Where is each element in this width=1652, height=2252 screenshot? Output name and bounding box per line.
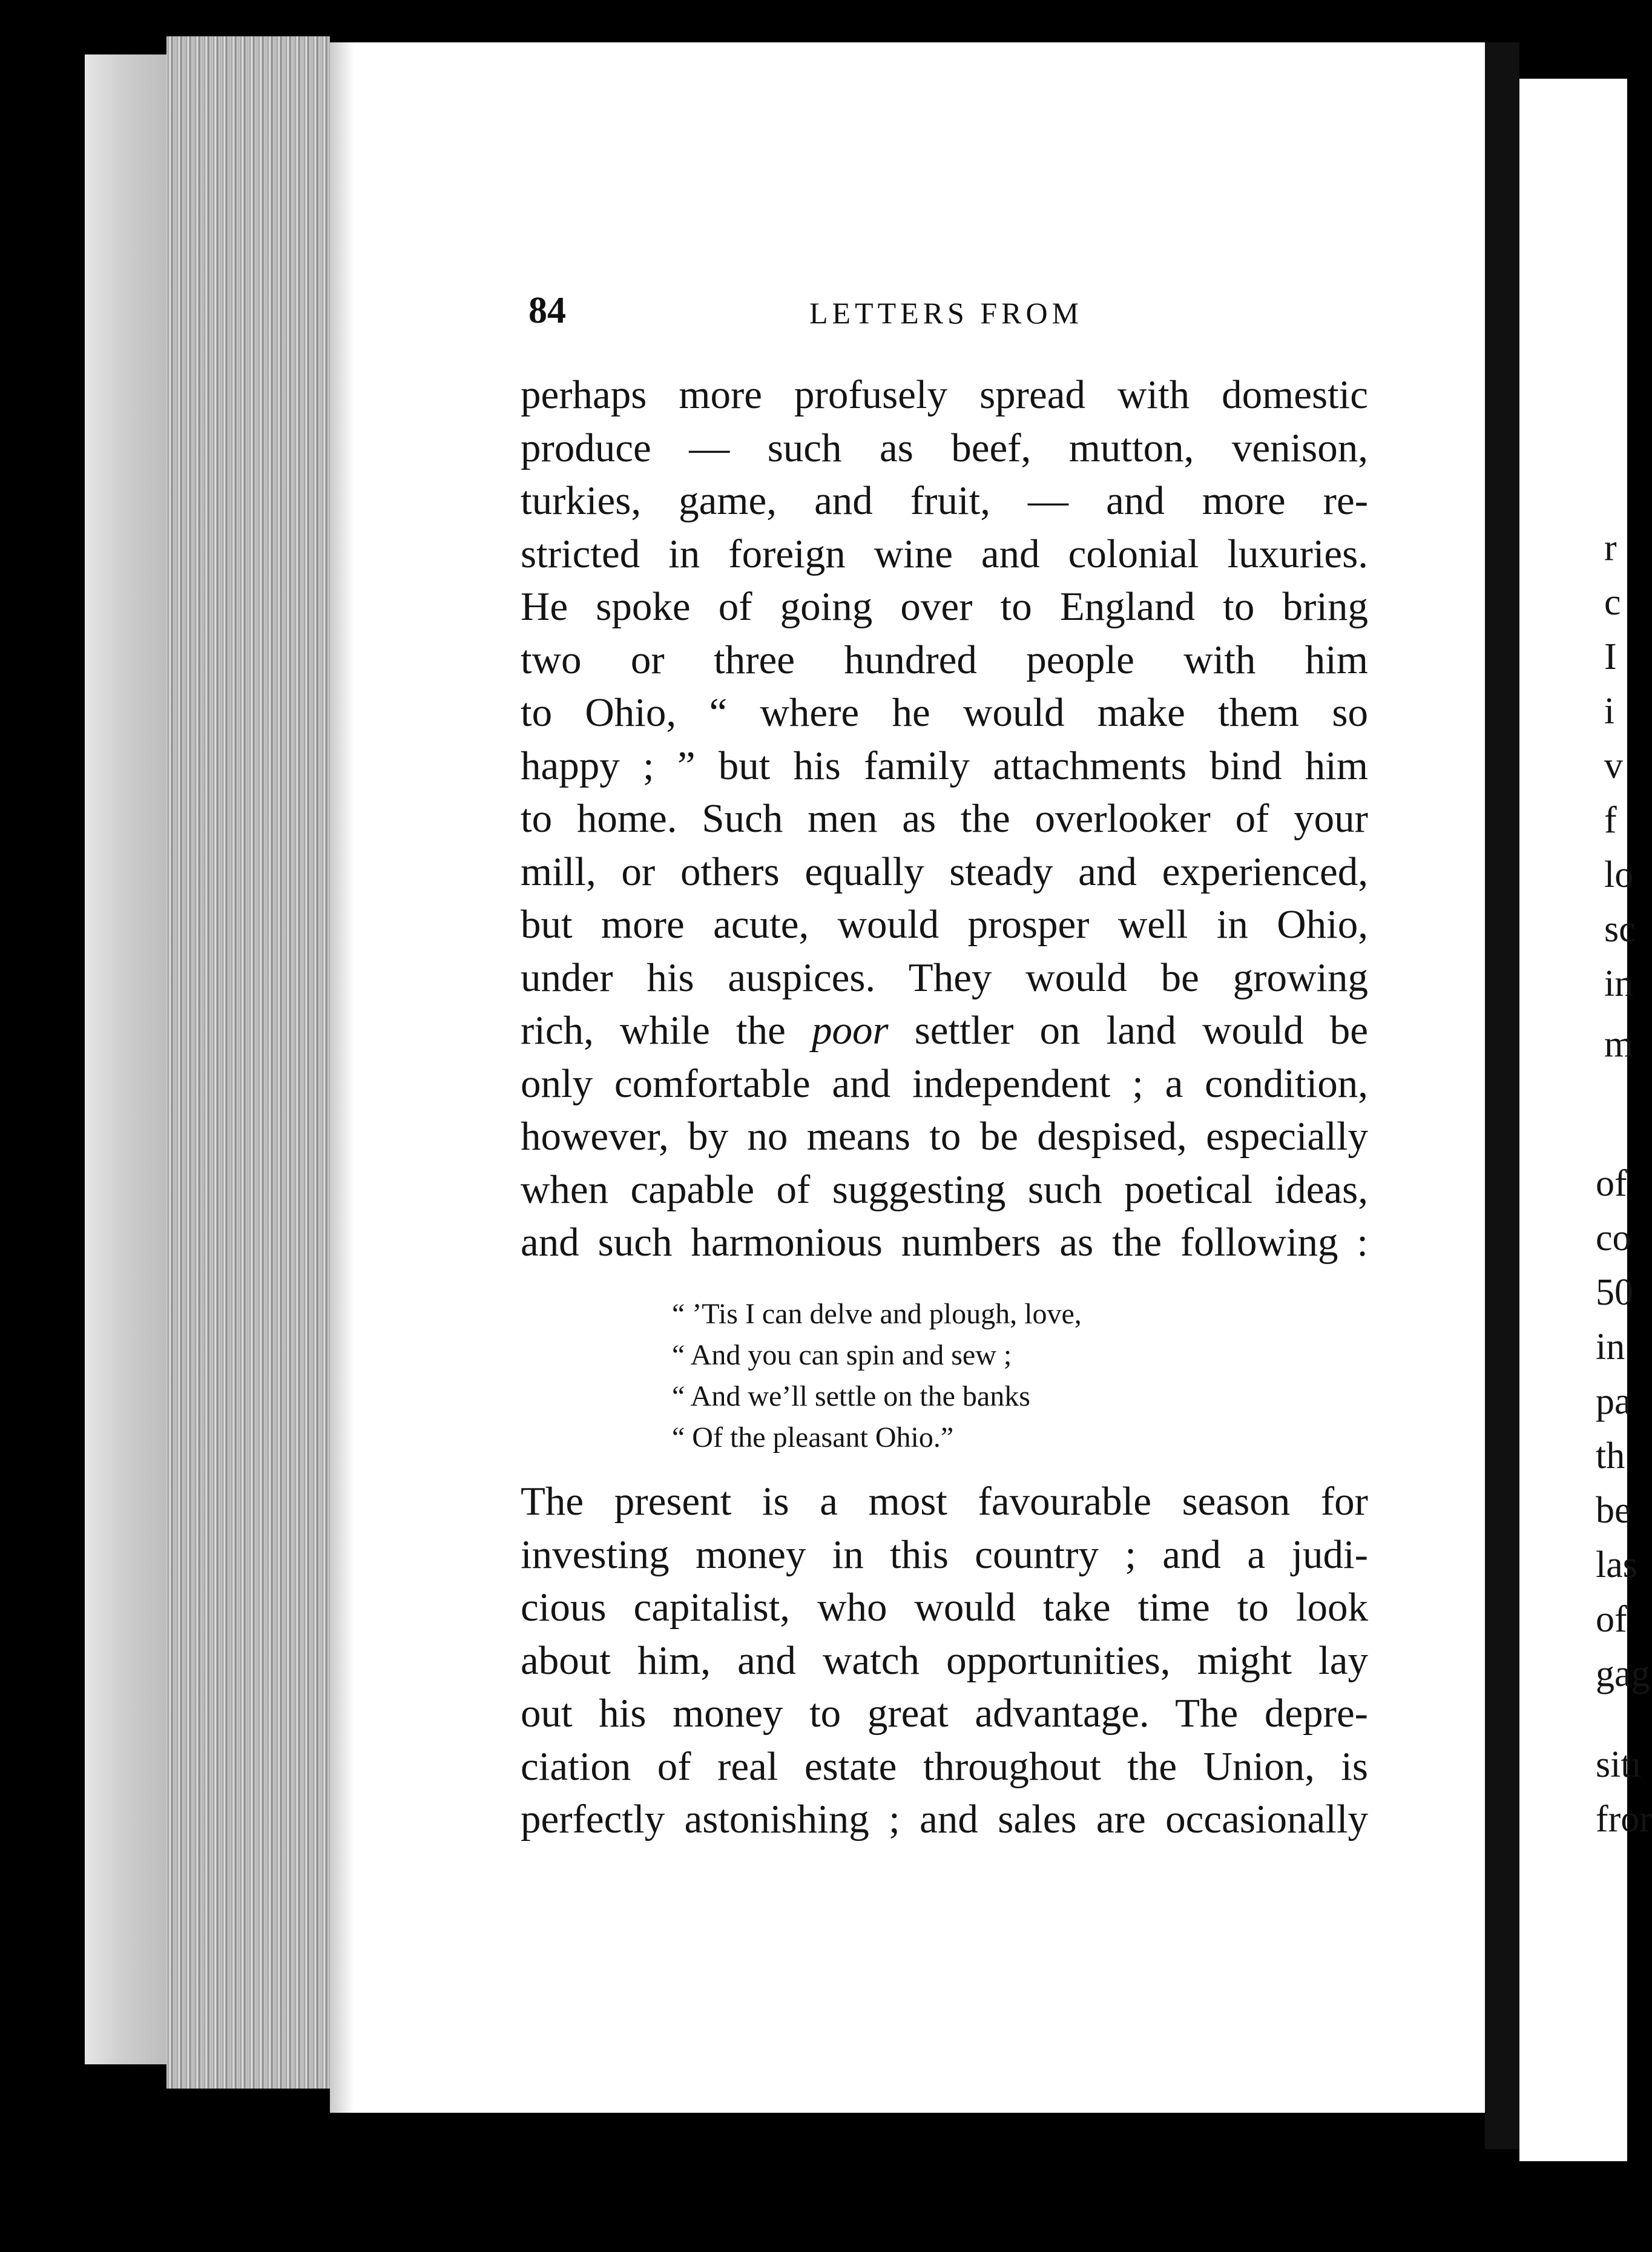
text-line: and such harmonious numbers as the following : [521, 1220, 1368, 1265]
facing-page [1519, 79, 1652, 2161]
facing-page-fragment: fror [1596, 1799, 1652, 1840]
text-line: He spoke of going over to England to bring [521, 584, 1368, 629]
text-line: cious capitalist, who would take time to look [521, 1585, 1368, 1630]
facing-page-fragment: I [1604, 636, 1617, 677]
text-line: perfectly astonishing ; and sales are occasionally [521, 1797, 1368, 1842]
text-line: produce — such as beef, mutton, venison, [521, 425, 1368, 470]
facing-page-fragment: c [1604, 582, 1621, 623]
book-gutter [1485, 42, 1519, 2149]
text-line: under his auspices. They would be growing [521, 955, 1368, 1000]
verse-line: “ ’Tis I can delve and plough, love, [672, 1298, 1082, 1330]
facing-page-fragment: co [1596, 1217, 1631, 1259]
text-line: happy ; ” but his family attachments bind him [521, 743, 1368, 788]
text-line: rich, while the poor settler on land would be [521, 1008, 1368, 1053]
facing-page-fragment: sc [1604, 909, 1636, 950]
text-line: investing money in this country ; and a judi- [521, 1532, 1368, 1577]
verse-line: “ And we’ll settle on the banks [672, 1380, 1030, 1412]
text-line: about him, and watch opportunities, might lay [521, 1638, 1368, 1683]
text-line: perhaps more profusely spread with domestic [521, 372, 1368, 417]
text-line: only comfortable and independent ; a condition, [521, 1061, 1368, 1106]
text-line: but more acute, would prosper well in Ohio, [521, 902, 1368, 947]
page-block-edge [166, 36, 330, 2089]
facing-page-fragment: gag [1596, 1653, 1650, 1694]
facing-page-fragment: in [1604, 963, 1634, 1004]
facing-page-fragment: of [1596, 1599, 1627, 1640]
page-number: 84 [528, 290, 566, 331]
facing-page-fragment: r [1604, 527, 1617, 568]
text-line: to Ohio, “ where he would make them so [521, 690, 1368, 735]
page-block-outer-edge [85, 54, 176, 2064]
facing-page-fragment: in [1596, 1326, 1625, 1368]
facing-page-fragment: lo [1604, 854, 1634, 895]
text-line: stricted in foreign wine and colonial luxuries. [521, 531, 1368, 576]
running-title: LETTERS FROM [809, 296, 1084, 330]
verse-line: “ Of the pleasant Ohio.” [672, 1421, 954, 1454]
text-line: mill, or others equally steady and experienced, [521, 849, 1368, 894]
facing-page-fragment: m [1604, 1024, 1634, 1065]
text-line: to home. Such men as the overlooker of your [521, 796, 1368, 841]
text-line: ciation of real estate throughout the Union, is [521, 1743, 1368, 1789]
emphasis-word: poor [812, 1008, 889, 1053]
text-line: when capable of suggesting such poetical ideas, [521, 1167, 1368, 1212]
text-line: The present is a most favourable season for [521, 1479, 1368, 1524]
text-line: out his money to great advantage. The depre- [521, 1691, 1368, 1736]
facing-page-fragment: be [1596, 1490, 1631, 1531]
page-inner-shadow [330, 42, 354, 2113]
facing-page-fragment: v [1604, 745, 1623, 786]
facing-page-fragment: of [1596, 1163, 1627, 1204]
facing-page-fragment: las [1596, 1544, 1637, 1585]
verse-line: “ And you can spin and sew ; [672, 1339, 1012, 1371]
facing-page-fragment: pa [1596, 1381, 1631, 1422]
facing-page-fragment: sitı [1596, 1744, 1642, 1785]
text-line: two or three hundred people with him [521, 637, 1368, 682]
text-line: however, by no means to be despised, especially [521, 1114, 1368, 1159]
running-head [528, 289, 1367, 338]
text-line: turkies, game, and fruit, — and more re- [521, 478, 1368, 523]
facing-page-fragment: f [1604, 800, 1617, 841]
facing-page-fragment: 50 [1596, 1272, 1633, 1313]
facing-page-fragment: i [1604, 691, 1615, 732]
facing-page-fragment: th [1596, 1435, 1625, 1477]
